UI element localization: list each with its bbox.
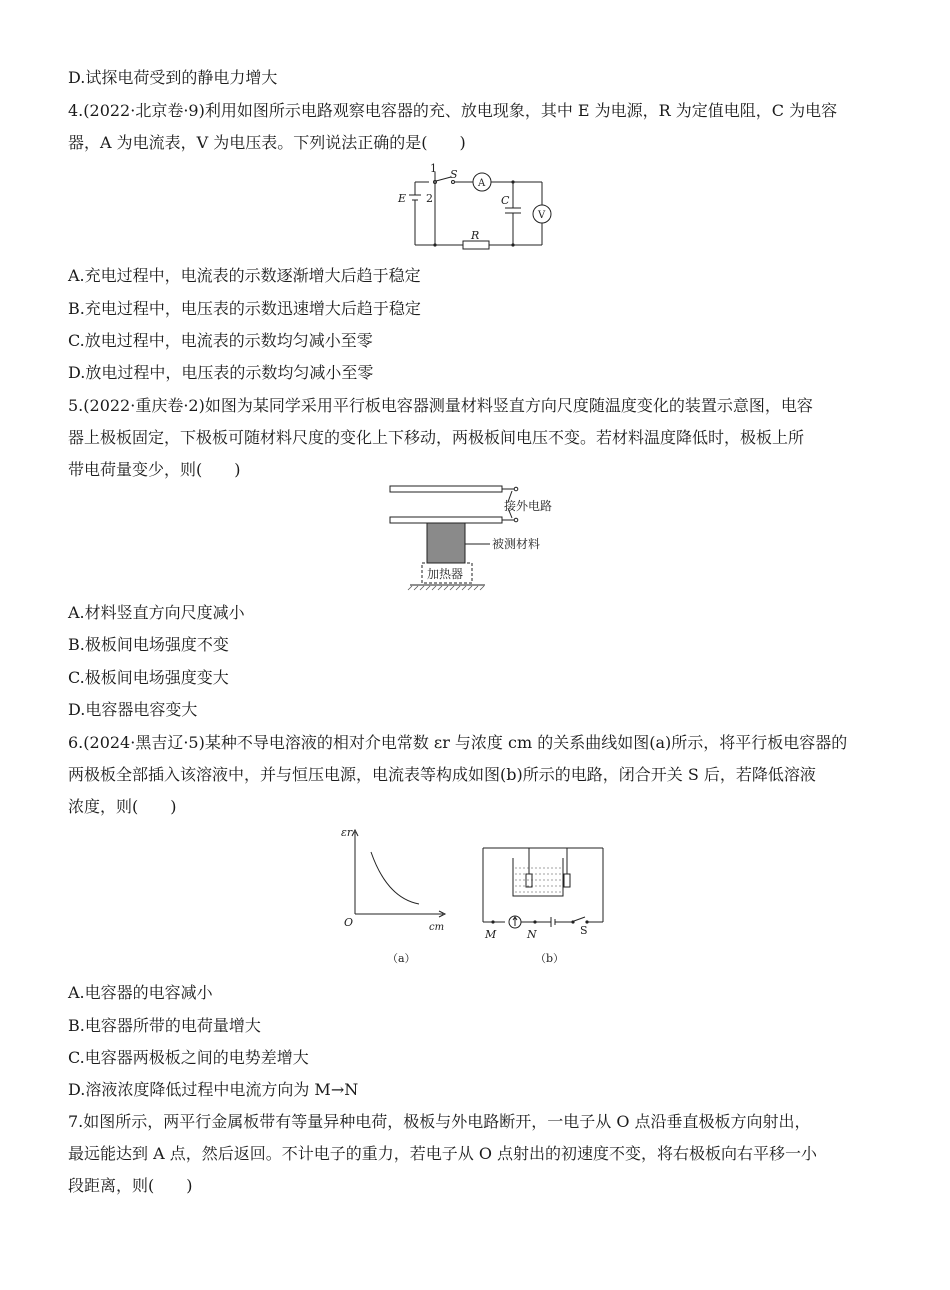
q5-stem-line-2: 器上极板固定，下极板可随材料尺度的变化上下移动，两极板间电压不变。若材料温度降低时，极板上所 xyxy=(68,428,805,447)
q5-stem-line-3: 带电荷量变少，则( ) xyxy=(68,460,241,479)
q6-option-d: D.溶液浓度降低过程中电流方向为 M→N xyxy=(68,1080,359,1099)
solution-container xyxy=(513,858,563,896)
q6-stem-line-2: 两极板全部插入该溶液中，并与恒压电源，电流表等构成如图(b)所示的电路，闭合开关 S 后，若降低溶液 xyxy=(68,765,816,784)
q4-option-b: B.充电过程中，电压表的示数迅速增大后趋于稳定 xyxy=(68,299,421,318)
test-material-block xyxy=(427,523,465,563)
switch-label: S xyxy=(450,168,458,181)
point-m-label: M xyxy=(485,928,497,941)
figure-a-caption: （a） xyxy=(387,952,416,965)
figure-b-caption: （b） xyxy=(535,952,565,965)
terminal-1-label: 1 xyxy=(430,162,437,175)
switch-s-label: S xyxy=(580,924,588,937)
y-axis-label: εr xyxy=(341,826,353,839)
x-axis-label: cm xyxy=(429,922,445,933)
q4-option-a: A.充电过程中，电流表的示数逐渐增大后趋于稳定 xyxy=(68,266,421,285)
voltmeter-label: V xyxy=(538,210,546,221)
source-label: E xyxy=(398,192,407,205)
external-circuit-label: 接外电路 xyxy=(504,499,553,513)
q5-option-c: C.极板间电场强度变大 xyxy=(68,668,229,687)
q6-stem-line-1: 6.(2024·黑吉辽·5)某种不导电溶液的相对介电常数 εr 与浓度 cm 的关系曲线如图(a)所示，将平行板电容器的 xyxy=(68,733,848,752)
q5-option-b: B.极板间电场强度不变 xyxy=(68,635,229,654)
permittivity-curve xyxy=(371,852,419,904)
point-n-label: N xyxy=(527,928,537,941)
q6-option-c: C.电容器两极板之间的电势差增大 xyxy=(68,1048,309,1067)
q6-figures xyxy=(335,822,615,972)
terminal-2-label: 2 xyxy=(426,192,433,205)
q7-stem-line-2: 最远能达到 A 点，然后返回。不计电子的重力，若电子从 O 点射出的初速度不变，将右极板向右平移一小 xyxy=(68,1144,818,1163)
material-label: 被测材料 xyxy=(492,537,541,551)
q7-stem-line-3: 段距离，则( ) xyxy=(68,1176,193,1195)
q6-stem-line-3: 浓度，则( ) xyxy=(68,797,177,816)
q7-stem-line-1: 7.如图所示，两平行金属板带有等量异种电荷，极板与外电路断开，一电子从 O 点沿垂直极板方向射出， xyxy=(68,1112,811,1131)
q5-stem-line-1: 5.(2022·重庆卷·2)如图为某同学采用平行板电容器测量材料竖直方向尺度随温度变化的装置示意图，电容 xyxy=(68,396,813,415)
q4-stem-line-1: 4.(2022·北京卷·9)利用如图所示电路观察电容器的充、放电现象，其中 E 为电源，R 为定值电阻，C 为电容 xyxy=(68,101,838,120)
capacitor-label: C xyxy=(501,194,510,207)
origin-label: O xyxy=(344,916,354,929)
q4-circuit-figure xyxy=(395,160,555,252)
q6-option-a: A.电容器的电容减小 xyxy=(68,983,213,1002)
q6-option-b: B.电容器所带的电荷量增大 xyxy=(68,1016,261,1035)
q4-option-c: C.放电过程中，电流表的示数均匀减小至零 xyxy=(68,331,373,350)
q4-stem-line-2: 器，A 为电流表，V 为电压表。下列说法正确的是( ) xyxy=(68,133,466,152)
q5-option-a: A.材料竖直方向尺度减小 xyxy=(68,603,245,622)
resistor-label: R xyxy=(471,229,480,242)
q5-option-d: D.电容器电容变大 xyxy=(68,700,198,719)
ammeter-label: A xyxy=(478,178,486,189)
heater-label: 加热器 xyxy=(427,567,464,581)
q4-option-d: D.放电过程中，电压表的示数均匀减小至零 xyxy=(68,363,374,382)
q3-option-d: D.试探电荷受到的静电力增大 xyxy=(68,68,278,87)
q5-apparatus-figure xyxy=(380,482,570,592)
